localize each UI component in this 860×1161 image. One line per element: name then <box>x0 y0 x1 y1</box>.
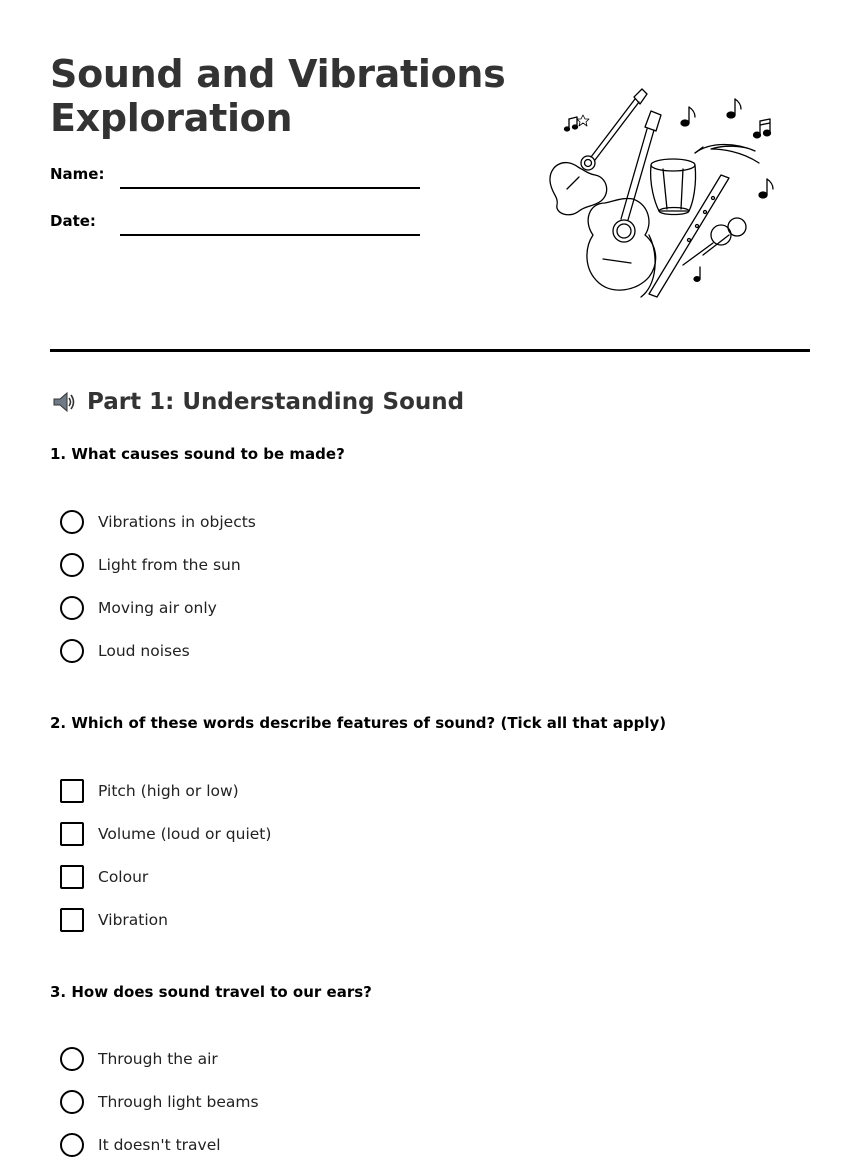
radio-button[interactable] <box>60 1047 84 1071</box>
date-label: Date: <box>50 212 96 230</box>
option-label: Through light beams <box>98 1093 259 1111</box>
q2-option-4[interactable] <box>60 907 168 933</box>
checkbox[interactable] <box>60 908 84 932</box>
title-line-1: Sound and Vibrations <box>50 52 506 96</box>
checkbox[interactable] <box>60 822 84 846</box>
radio-button[interactable] <box>60 510 84 534</box>
date-field[interactable] <box>120 234 420 236</box>
name-label: Name: <box>50 165 105 183</box>
music-notes-icon <box>565 99 774 281</box>
option-label: Vibration <box>98 911 168 929</box>
question-2: 2. Which of these words describe features of sound? (Tick all that apply) <box>50 714 667 732</box>
question-3: 3. How does sound travel to our ears? <box>50 983 372 1001</box>
radio-button[interactable] <box>60 639 84 663</box>
big-guitar-icon <box>587 111 661 297</box>
question-1: 1. What causes sound to be made? <box>50 445 345 463</box>
drum-icon <box>651 159 696 215</box>
radio-button[interactable] <box>60 596 84 620</box>
option-label: Moving air only <box>98 599 217 617</box>
small-guitar-icon <box>550 89 647 215</box>
page-title <box>50 52 505 140</box>
q3-option-1[interactable] <box>60 1046 218 1072</box>
name-field[interactable] <box>120 187 420 189</box>
radio-button[interactable] <box>60 1090 84 1114</box>
flute-icon <box>649 175 729 297</box>
musical-instruments-icon <box>545 85 785 305</box>
option-label: Loud noises <box>98 642 190 660</box>
title-line-2: Exploration <box>50 96 293 140</box>
q1-option-4[interactable] <box>60 638 190 664</box>
option-label: Colour <box>98 868 149 886</box>
option-label: Pitch (high or low) <box>98 782 239 800</box>
q2-option-1[interactable] <box>60 778 239 804</box>
option-label: Volume (loud or quiet) <box>98 825 272 843</box>
q2-option-2[interactable] <box>60 821 271 847</box>
option-label: Light from the sun <box>98 556 241 574</box>
option-label: It doesn't travel <box>98 1136 221 1154</box>
q1-option-3[interactable] <box>60 595 217 621</box>
q3-option-3[interactable] <box>60 1132 221 1158</box>
q2-option-3[interactable] <box>60 864 148 890</box>
speaker-icon <box>50 388 78 416</box>
radio-button[interactable] <box>60 553 84 577</box>
q1-option-2[interactable] <box>60 552 241 578</box>
section-heading <box>50 388 464 416</box>
maracas-icon <box>683 218 746 265</box>
checkbox[interactable] <box>60 865 84 889</box>
section-heading-label: Part 1: Understanding Sound <box>87 389 465 415</box>
checkbox[interactable] <box>60 779 84 803</box>
radio-button[interactable] <box>60 1133 84 1157</box>
option-label: Vibrations in objects <box>98 513 256 531</box>
q1-option-1[interactable] <box>60 509 256 535</box>
divider <box>50 349 810 352</box>
q3-option-2[interactable] <box>60 1089 259 1115</box>
horn-icon <box>695 145 759 164</box>
option-label: Through the air <box>98 1050 218 1068</box>
